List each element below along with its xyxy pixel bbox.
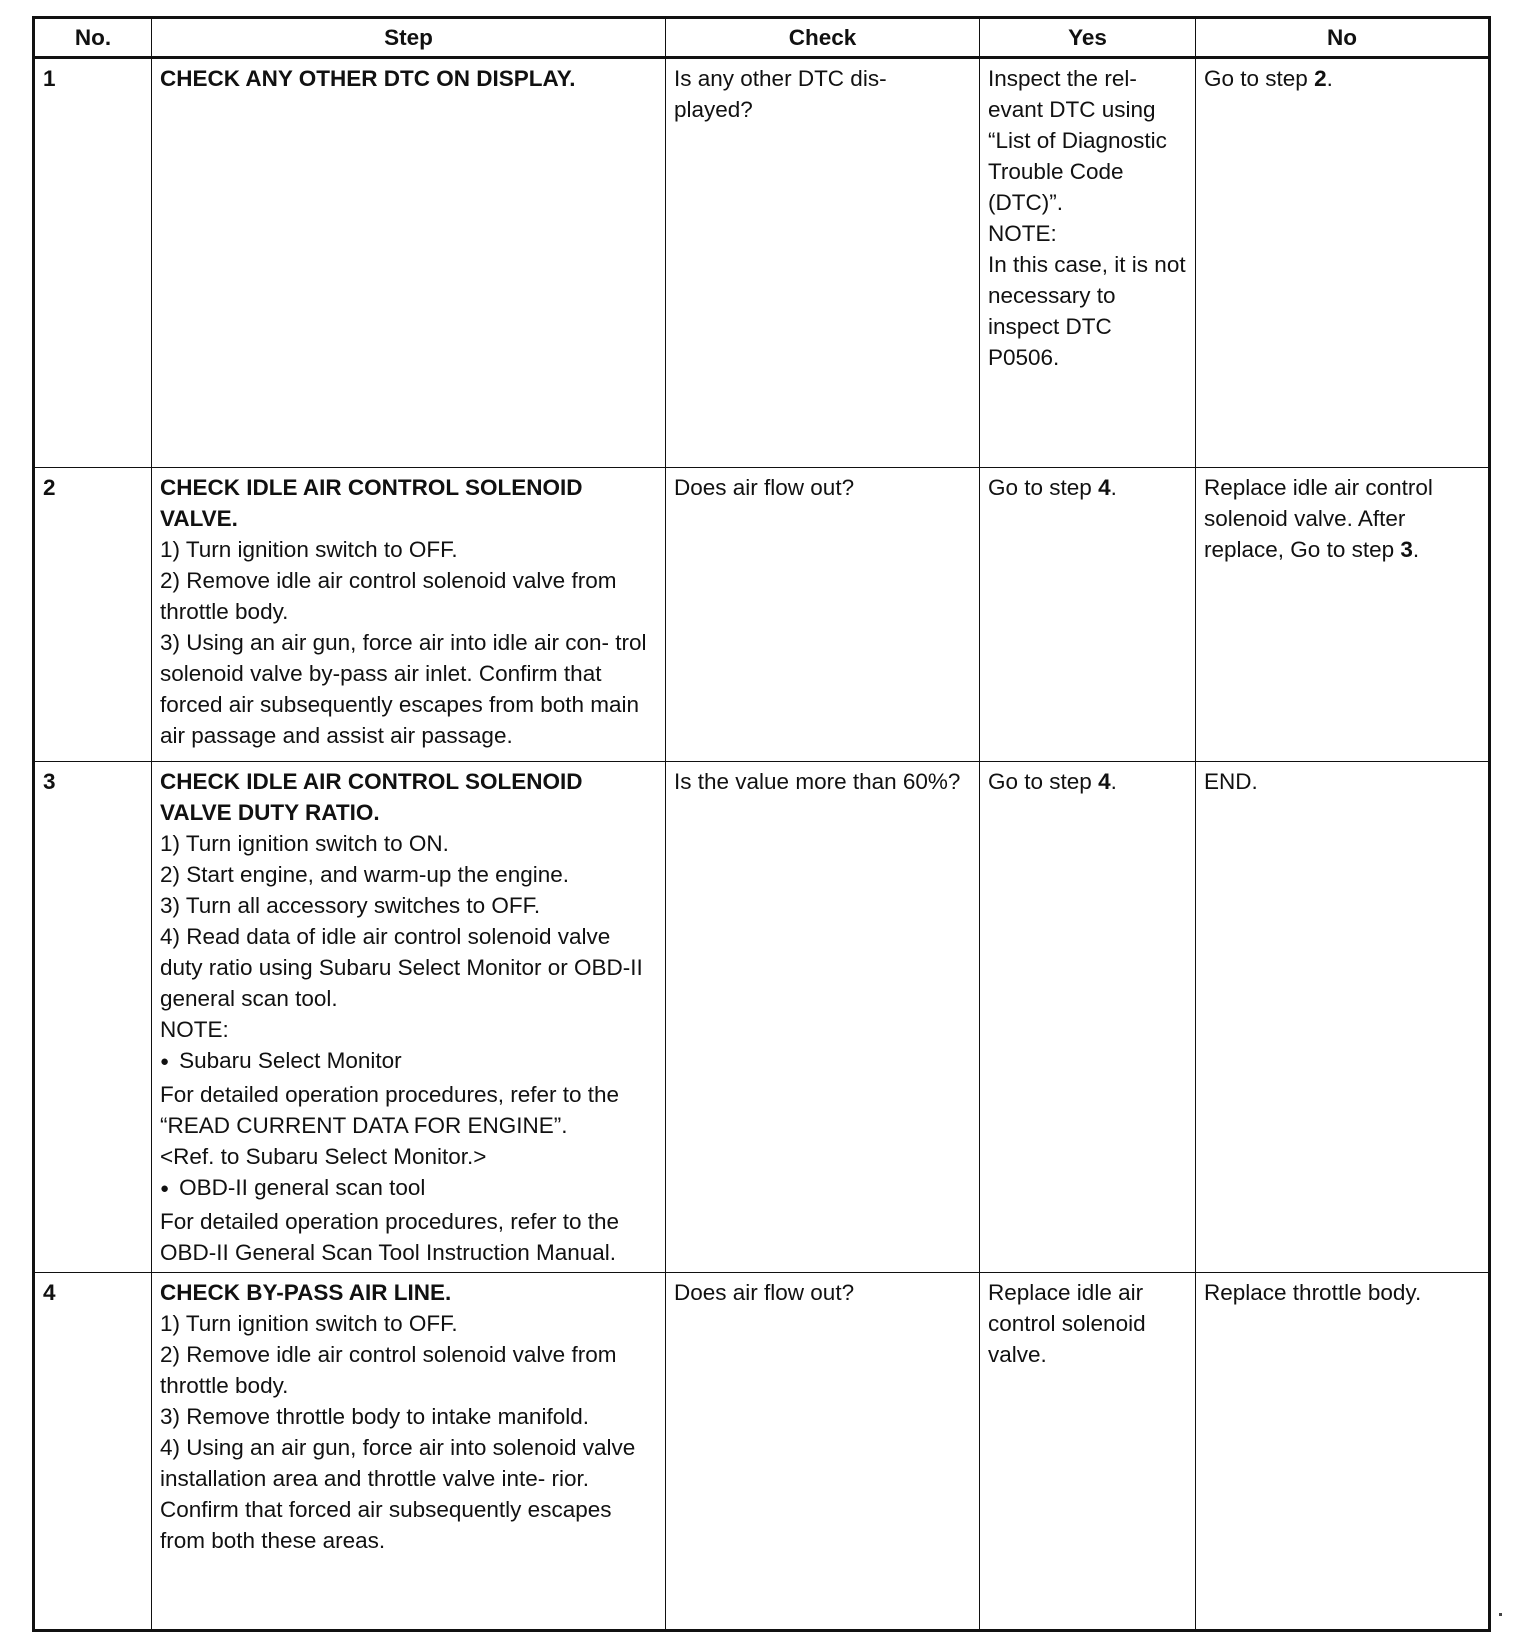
yes-cell: Replace idle air control solenoid valve. — [980, 1273, 1196, 1631]
step-line: 4) Read data of idle air control solenoid valve duty ratio using Subaru Select Monitor or OBD-II general scan tool. — [160, 924, 643, 1011]
no-text-end: . — [1412, 537, 1420, 562]
header-no: No. — [34, 18, 152, 58]
check-cell: Is any other DTC dis- played? — [666, 58, 980, 468]
yes-text-end: . — [1110, 475, 1117, 500]
no-text-end: . — [1326, 66, 1333, 91]
yes-step-ref: 4 — [1098, 475, 1111, 500]
yes-note-text: In this case, it is not necessary to inspect DTC P0506. — [988, 252, 1186, 370]
yes-cell — [980, 762, 1196, 1273]
step-title: CHECK IDLE AIR CONTROL SOLENOID VALVE DUTY RATIO. — [160, 769, 583, 825]
no-step-ref: 3 — [1400, 537, 1413, 562]
step-line: 1) Turn ignition switch to OFF. — [160, 1311, 458, 1336]
step-cell — [152, 762, 666, 1273]
row-number: 3 — [34, 762, 152, 1273]
step-line: 3) Remove throttle body to intake manifold. — [160, 1404, 589, 1429]
yes-cell — [980, 58, 1196, 468]
note-label: NOTE: — [160, 1017, 229, 1042]
no-step-ref: 2 — [1314, 66, 1327, 91]
bullet-item: ● Subaru Select Monitor — [160, 1045, 657, 1079]
diagnostic-table — [32, 16, 1491, 1632]
scan-speck — [1499, 1613, 1502, 1616]
check-cell: Does air flow out? — [666, 468, 980, 762]
check-cell: Is the value more than 60%? — [666, 762, 980, 1273]
step-line: 1) Turn ignition switch to OFF. — [160, 537, 458, 562]
header-no-result: No — [1196, 18, 1490, 58]
yes-note-label: NOTE: — [988, 221, 1057, 246]
no-cell — [1196, 468, 1490, 762]
table-row — [34, 762, 1490, 1273]
step-line: 2) Remove idle air control solenoid valve from throttle body. — [160, 1342, 617, 1398]
yes-text-end: . — [1110, 769, 1117, 794]
no-cell: END. — [1196, 762, 1490, 1273]
no-cell — [1196, 58, 1490, 468]
step-title: CHECK BY-PASS AIR LINE. — [160, 1280, 452, 1305]
step-title: CHECK ANY OTHER DTC ON DISPLAY. — [160, 66, 576, 91]
table-row — [34, 58, 1490, 468]
step-line: For detailed operation procedures, refer to the OBD-II General Scan Tool Instruction Manual. — [160, 1209, 620, 1265]
step-line: For detailed operation procedures, refer to the “READ CURRENT DATA FOR ENGINE”. — [160, 1082, 620, 1138]
table-row — [34, 468, 1490, 762]
step-line: 4) Using an air gun, force air into solenoid valve installation area and throttle valve inte- rior. Confirm that forced air subsequently escapes from both these areas. — [160, 1435, 636, 1553]
step-cell — [152, 468, 666, 762]
step-title: CHECK IDLE AIR CONTROL SOLENOID VALVE. — [160, 475, 583, 531]
header-yes: Yes — [980, 18, 1196, 58]
no-cell: Replace throttle body. — [1196, 1273, 1490, 1631]
step-line: 2) Remove idle air control solenoid valve from throttle body. — [160, 568, 617, 624]
bullet-item: ● OBD-II general scan tool — [160, 1172, 657, 1206]
yes-text: Inspect the rel- evant DTC using “List of Diagnostic Trouble Code (DTC)”. — [988, 66, 1167, 215]
header-row — [34, 18, 1490, 58]
step-line: 1) Turn ignition switch to ON. — [160, 831, 449, 856]
yes-text: Go to step — [988, 769, 1099, 794]
table-row — [34, 1273, 1490, 1631]
row-number: 2 — [34, 468, 152, 762]
step-line: <Ref. to Subaru Select Monitor.> — [160, 1144, 487, 1169]
row-number: 4 — [34, 1273, 152, 1631]
header-step: Step — [152, 18, 666, 58]
no-text: Go to step — [1204, 66, 1315, 91]
step-cell — [152, 1273, 666, 1631]
row-number: 1 — [34, 58, 152, 468]
no-text: Replace idle air control solenoid valve. After replace, Go to step — [1204, 475, 1433, 562]
check-cell: Does air flow out? — [666, 1273, 980, 1631]
step-cell — [152, 58, 666, 468]
yes-text: Go to step — [988, 475, 1099, 500]
yes-step-ref: 4 — [1098, 769, 1111, 794]
step-line: 3) Using an air gun, force air into idle air con- trol solenoid valve by-pass air inlet. Confirm that forced air subsequently escapes from both main air passage and assist air passage. — [160, 630, 647, 748]
step-line: 2) Start engine, and warm-up the engine. — [160, 862, 569, 887]
yes-cell — [980, 468, 1196, 762]
header-check: Check — [666, 18, 980, 58]
step-line: 3) Turn all accessory switches to OFF. — [160, 893, 541, 918]
